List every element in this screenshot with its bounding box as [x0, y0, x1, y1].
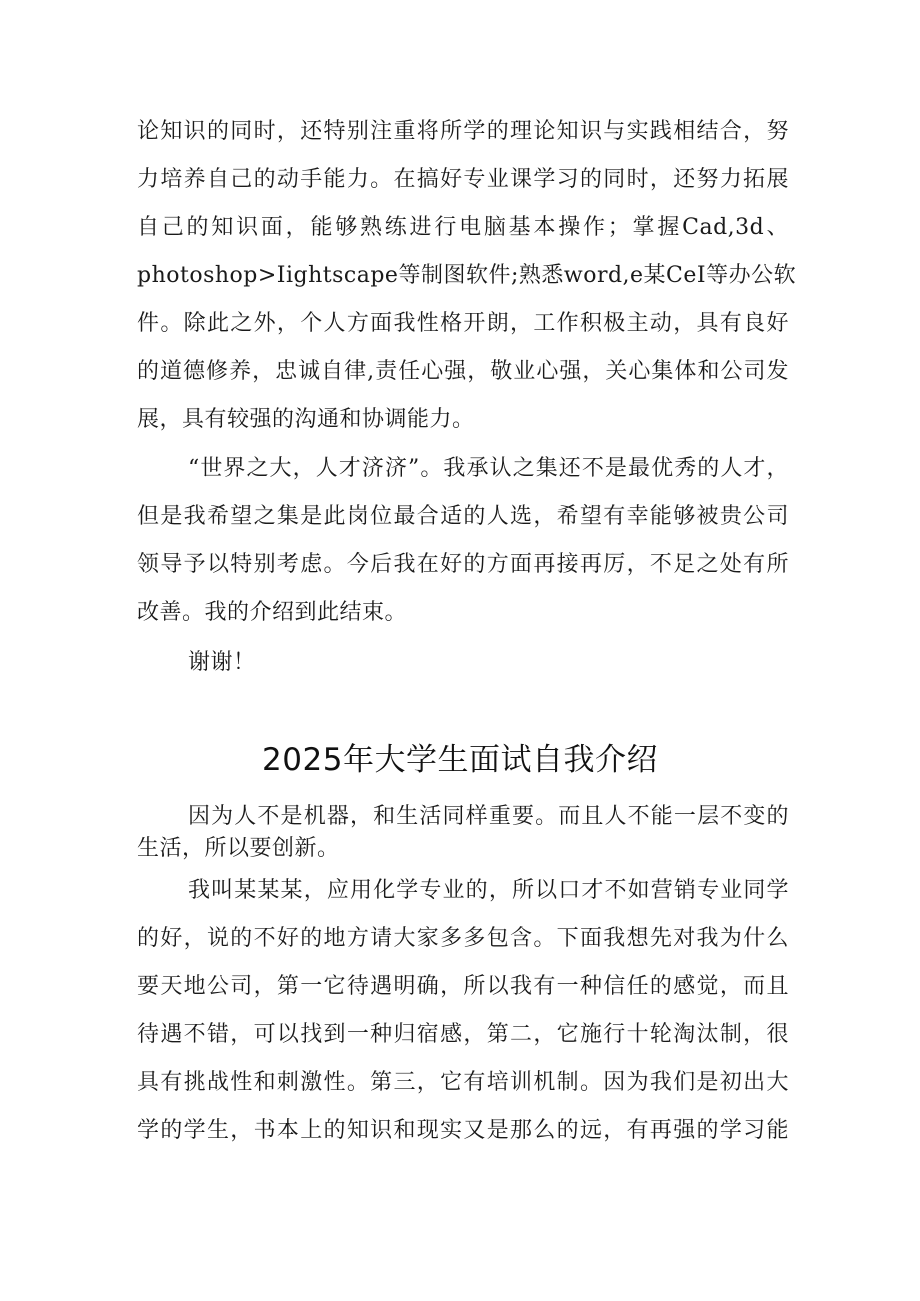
paragraph-line: 领导予以特别考虑。今后我在好的方面再接再厉，不足之处有所: [137, 552, 789, 577]
paragraph-line: 待遇不错，可以找到一种归宿感，第二，它施行十轮淘汰制，很: [137, 1022, 789, 1047]
paragraph-line: photoshop>Iightscape等制图软件;熟悉word,e某CeI等办公软: [137, 263, 797, 288]
paragraph-line: 我叫某某某，应用化学专业的，所以口才不如营销专业同学: [188, 878, 789, 903]
paragraph-line: 自己的知识面，能够熟练进行电脑基本操作；掌握Cad,3d、: [137, 215, 789, 240]
section-title: 2025年大学生面试自我介绍: [262, 742, 658, 778]
paragraph-line: 但是我希望之集是此岗位最合适的人选，希望有幸能够被贵公司: [137, 504, 789, 529]
paragraph-line: 展，具有较强的沟通和协调能力。: [137, 407, 475, 432]
paragraph-line: 件。除此之外，个人方面我性格开朗，工作积极主动，具有良好: [137, 311, 789, 336]
paragraph-line: 的好，说的不好的地方请大家多多包含。下面我想先对我为什么: [137, 926, 789, 951]
paragraph-line: 具有挑战性和刺激性。第三，它有培训机制。因为我们是初出大: [137, 1070, 789, 1095]
paragraph-line: 生活，所以要创新。: [137, 836, 340, 861]
thanks-text: 谢谢！: [188, 650, 256, 675]
paragraph-line: 学的学生，书本上的知识和现实又是那么的远，有再强的学习能: [137, 1118, 789, 1143]
paragraph-line: “世界之大，人才济济”。我承认之集还不是最优秀的人才，: [188, 456, 789, 481]
paragraph-line: 力培养自己的动手能力。在搞好专业课学习的同时，还努力拓展: [137, 167, 789, 192]
paragraph-line: 论知识的同时，还特别注重将所学的理论知识与实践相结合，努: [137, 119, 789, 144]
paragraph-line: 改善。我的介绍到此结束。: [137, 600, 408, 625]
paragraph-line: 的道德修养，忠诚自律,责任心强，敬业心强，关心集体和公司发: [137, 359, 789, 384]
paragraph-line: 因为人不是机器，和生活同样重要。而且人不能一层不变的: [188, 804, 789, 829]
paragraph-line: 要天地公司，第一它待遇明确，所以我有一种信任的感觉，而且: [137, 974, 789, 999]
